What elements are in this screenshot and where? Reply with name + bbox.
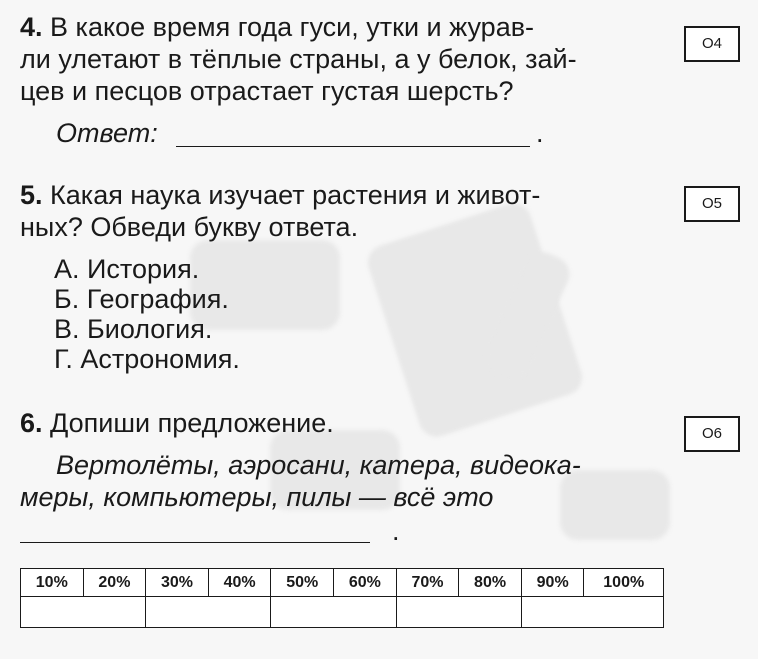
q4-number: 4.: [20, 12, 43, 42]
score-entry-row: [21, 597, 664, 628]
percent-cell: 50%: [271, 569, 334, 597]
q5-code-box: О5: [684, 186, 740, 222]
percent-cell: 80%: [459, 569, 522, 597]
percent-cell: 30%: [146, 569, 209, 597]
q4-answer-label: Ответ:: [56, 118, 158, 148]
percent-cell: 60%: [334, 569, 397, 597]
q5-option[interactable]: Г. Астрономия.: [54, 344, 240, 374]
bleed-through-shape: [363, 199, 586, 442]
q6-number: 6.: [20, 408, 43, 438]
q5-line-1: [20, 180, 540, 210]
percent-cell: 90%: [521, 569, 584, 597]
score-entry-cell[interactable]: [521, 597, 663, 628]
q5-option[interactable]: В. Биология.: [54, 314, 213, 344]
q4-code-box: О4: [684, 26, 740, 62]
q6-period: .: [392, 516, 400, 546]
q5-number: 5.: [20, 180, 43, 210]
q6-text-line: меры, компьютеры, пилы — всё это: [20, 482, 494, 512]
percent-cell: 70%: [396, 569, 459, 597]
q6-text-line: Вертолёты, аэросани, катера, видеока-: [56, 450, 581, 480]
q6-line-1: [20, 408, 334, 438]
q4-period: .: [536, 118, 544, 148]
q4-text-line: ли улетают в тёплые страны, а у белок, зай-: [20, 44, 577, 74]
q5-text-line: Какая наука изучает растения и живот-: [50, 180, 541, 210]
percent-scale-table: [20, 568, 664, 628]
percent-cell: 20%: [83, 569, 146, 597]
q4-text-line: В какое время года гуси, утки и журав-: [50, 12, 535, 42]
q4-line-1: [20, 12, 534, 42]
q4-text-line: цев и песцов отрастает густая шерсть?: [20, 76, 514, 106]
q5-option[interactable]: А. История.: [54, 254, 200, 284]
q5-option[interactable]: Б. География.: [54, 284, 229, 314]
q5-text-line: ных? Обведи букву ответа.: [20, 212, 359, 242]
percent-cell: 40%: [208, 569, 271, 597]
percent-cell: 10%: [21, 569, 84, 597]
q6-prompt: Допиши предложение.: [50, 408, 334, 438]
q6-answer-blank[interactable]: [20, 542, 370, 543]
percent-cell: 100%: [584, 569, 664, 597]
score-entry-cell[interactable]: [146, 597, 271, 628]
q6-code-box: О6: [684, 416, 740, 452]
percent-scale-header-row: [21, 569, 664, 597]
score-entry-cell[interactable]: [271, 597, 396, 628]
score-entry-cell[interactable]: [21, 597, 146, 628]
score-entry-cell[interactable]: [396, 597, 521, 628]
q4-answer-blank[interactable]: [176, 146, 530, 147]
bleed-through-shape: [560, 470, 670, 540]
